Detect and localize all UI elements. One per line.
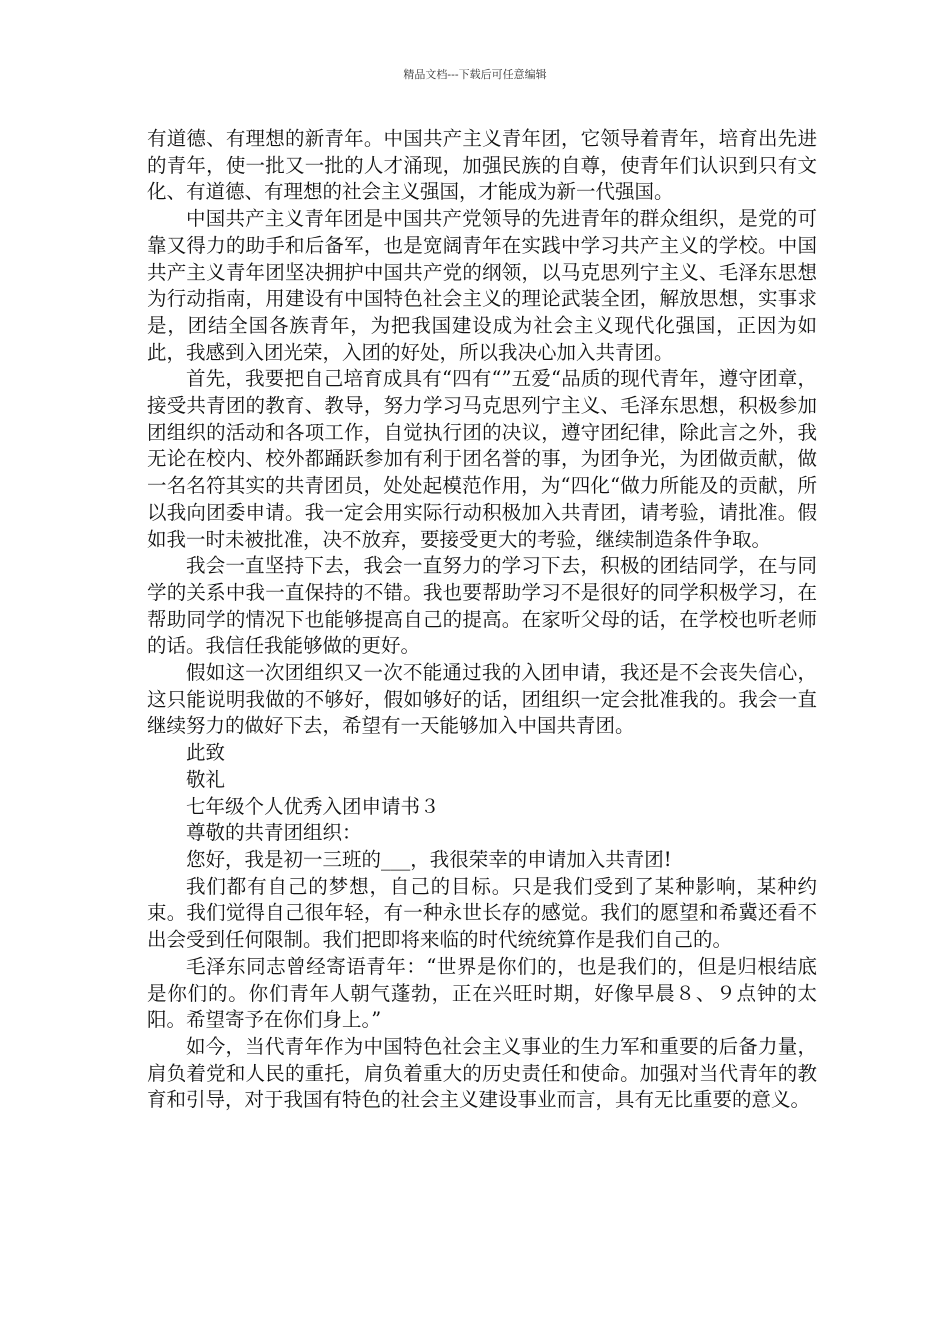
closing-regards: 敬礼 [186,767,226,791]
paragraph: 我会一直坚持下去，我会一直努力的学习下去，积极的团结同学，在与同学的关系中我一直保持的不错。我也要帮助学习不是很好的同学积极学习，在帮助同学的情况下也能够提高自己的提高。在家听父母的话，在学校也听老师的话。我信任我能够做的更好。 [147,554,817,658]
letter-salutation: 尊敬的共青团组织： [186,821,362,845]
closing-salutation: 此致 [186,741,226,765]
paragraph: 首先，我要把自己培育成具有“四有“”五爱“品质的现代青年，遵守团章，接受共青团的教育、教导，努力学习马克思列宁主义、毛泽东思想，积极参加团组织的活动和各项工作，自觉执行团的决议，遵守团纪律，除此言之外，我无论在校内、校外都踊跃参加有利于团名誉的事，为团争光，为团做贡献，做一名名符其实的共青团员，处处起模范作用，为“四化“做力所能及的贡献，所以我向团委申请。我一定会用实际行动积极加入共青团，请考验，请批准。假如我一时未被批准，决不放弃，要接受更大的考验，继续制造条件争取。 [147,367,817,551]
paragraph: 如今，当代青年作为中国特色社会主义事业的生力军和重要的后备力量，肩负着党和人民的重托，肩负着重大的历史责任和使命。加强对当代青年的教育和引导，对于我国有特色的社会主义建设事业而言，具有无比重要的意义。 [147,1034,817,1112]
section-title: 七年级个人优秀入团申请书３ [186,794,440,818]
paragraph: 有道德、有理想的新青年。中国共产主义青年团，它领导着青年，培育出先进的青年，使一批又一批的人才涌现，加强民族的自尊，使青年们认识到只有文化、有道德、有理想的社会主义强国，才能成为新一代强国。 [147,127,817,204]
letter-greeting: 您好，我是初一三班的___，我很荣幸的申请加入共青团! [186,847,672,871]
document-body [147,126,817,1114]
paragraph: 我们都有自己的梦想，自己的目标。只是我们受到了某种影响，某种约束。我们觉得自己很年轻，有一种永世长存的感觉。我们的愿望和希冀还看不出会受到任何限制。我们把即将来临的时代统统算作是我们自己的。 [147,874,817,952]
paragraph: 假如这一次团组织又一次不能通过我的入团申请，我还是不会丧失信心，这只能说明我做的不够好，假如够好的话，团组织一定会批准我的。我会一直继续努力的做好下去，希望有一天能够加入中国共青团。 [147,661,817,738]
page-header: 精品文档---下载后可任意编辑 [403,68,547,81]
paragraph: 毛泽东同志曾经寄语青年：“世界是你们的，也是我们的，但是归根结底是你们的。你们青年人朝气蓬勃，正在兴旺时期，好像早晨８、９点钟的太阳。希望寄予在你们身上。” [147,954,817,1032]
paragraph: 中国共产主义青年团是中国共产党领导的先进青年的群众组织，是党的可靠又得力的助手和后备军，也是宽阔青年在实践中学习共产主义的学校。中国共产主义青年团坚决拥护中国共产党的纲领，以马克思列宁主义、毛泽东思想为行动指南，用建设有中国特色社会主义的理论武装全团，解放思想，实事求是，团结全国各族青年，为把我国建设成为社会主义现代化强国，正因为如此，我感到入团光荣，入团的好处，所以我决心加入共青团。 [147,207,817,364]
